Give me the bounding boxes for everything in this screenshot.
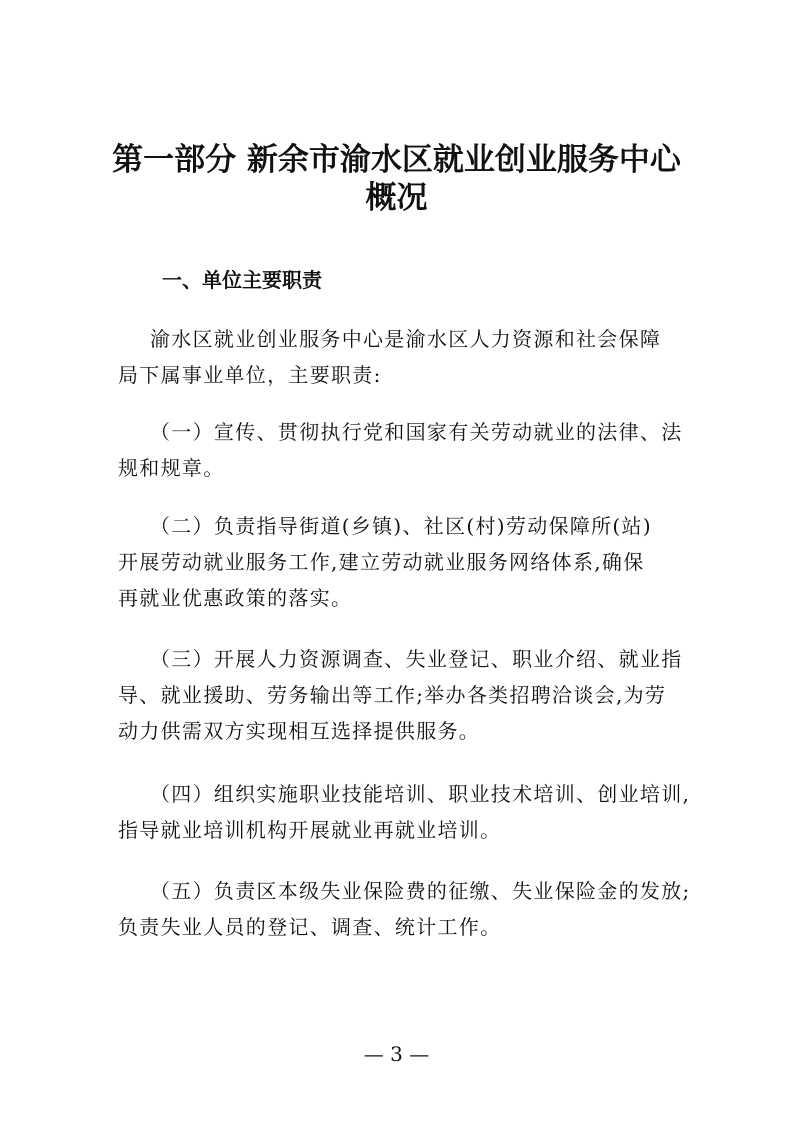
page-title-line-1: 第一部分 新余市渝水区就业创业服务中心 [112, 142, 681, 178]
paragraph-item-3 [118, 641, 683, 749]
paragraph-line: 局下属事业单位，主要职责: [118, 363, 382, 387]
paragraph-line: （二）负责指导街道(乡镇)、社区(村)劳动保障所(站) [150, 514, 652, 538]
page-title-line-2: 概况 [365, 180, 428, 216]
paragraph-line: （四）组织实施职业技能培训、职业技术培训、创业培训, [150, 782, 691, 806]
paragraph-line: 开展劳动就业服务工作,建立劳动就业服务网络体系,确保 [118, 550, 645, 574]
paragraph-line: （三）开展人力资源调查、失业登记、职业介绍、就业指 [150, 647, 683, 671]
paragraph-item-2 [118, 508, 678, 616]
paragraph-item-1 [118, 414, 683, 486]
paragraph-item-4 [118, 776, 691, 848]
paragraph-line: 负责失业人员的登记、调查、统计工作。 [118, 915, 502, 939]
paragraph-item-5 [118, 873, 691, 945]
paragraph-line: 指导就业培训机构开展就业再就业培训。 [118, 818, 502, 842]
page-number: — 3 — [363, 1042, 430, 1066]
paragraph-line: 规和规章。 [118, 456, 225, 480]
paragraph-line: （五）负责区本级失业保险费的征缴、失业保险金的发放; [150, 879, 691, 903]
section-heading: 一、单位主要职责 [162, 268, 322, 292]
paragraph-line: 导、就业援助、劳务输出等工作;举办各类招聘洽谈会,为劳 [118, 683, 667, 707]
paragraph-line: 再就业优惠政策的落实。 [118, 586, 353, 610]
paragraph-intro [118, 321, 678, 393]
paragraph-line: 动力供需双方实现相互选择提供服务。 [118, 719, 481, 743]
paragraph-line: 渝水区就业创业服务中心是渝水区人力资源和社会保障 [150, 327, 662, 351]
paragraph-line: （一）宣传、贯彻执行党和国家有关劳动就业的法律、法 [150, 420, 683, 444]
